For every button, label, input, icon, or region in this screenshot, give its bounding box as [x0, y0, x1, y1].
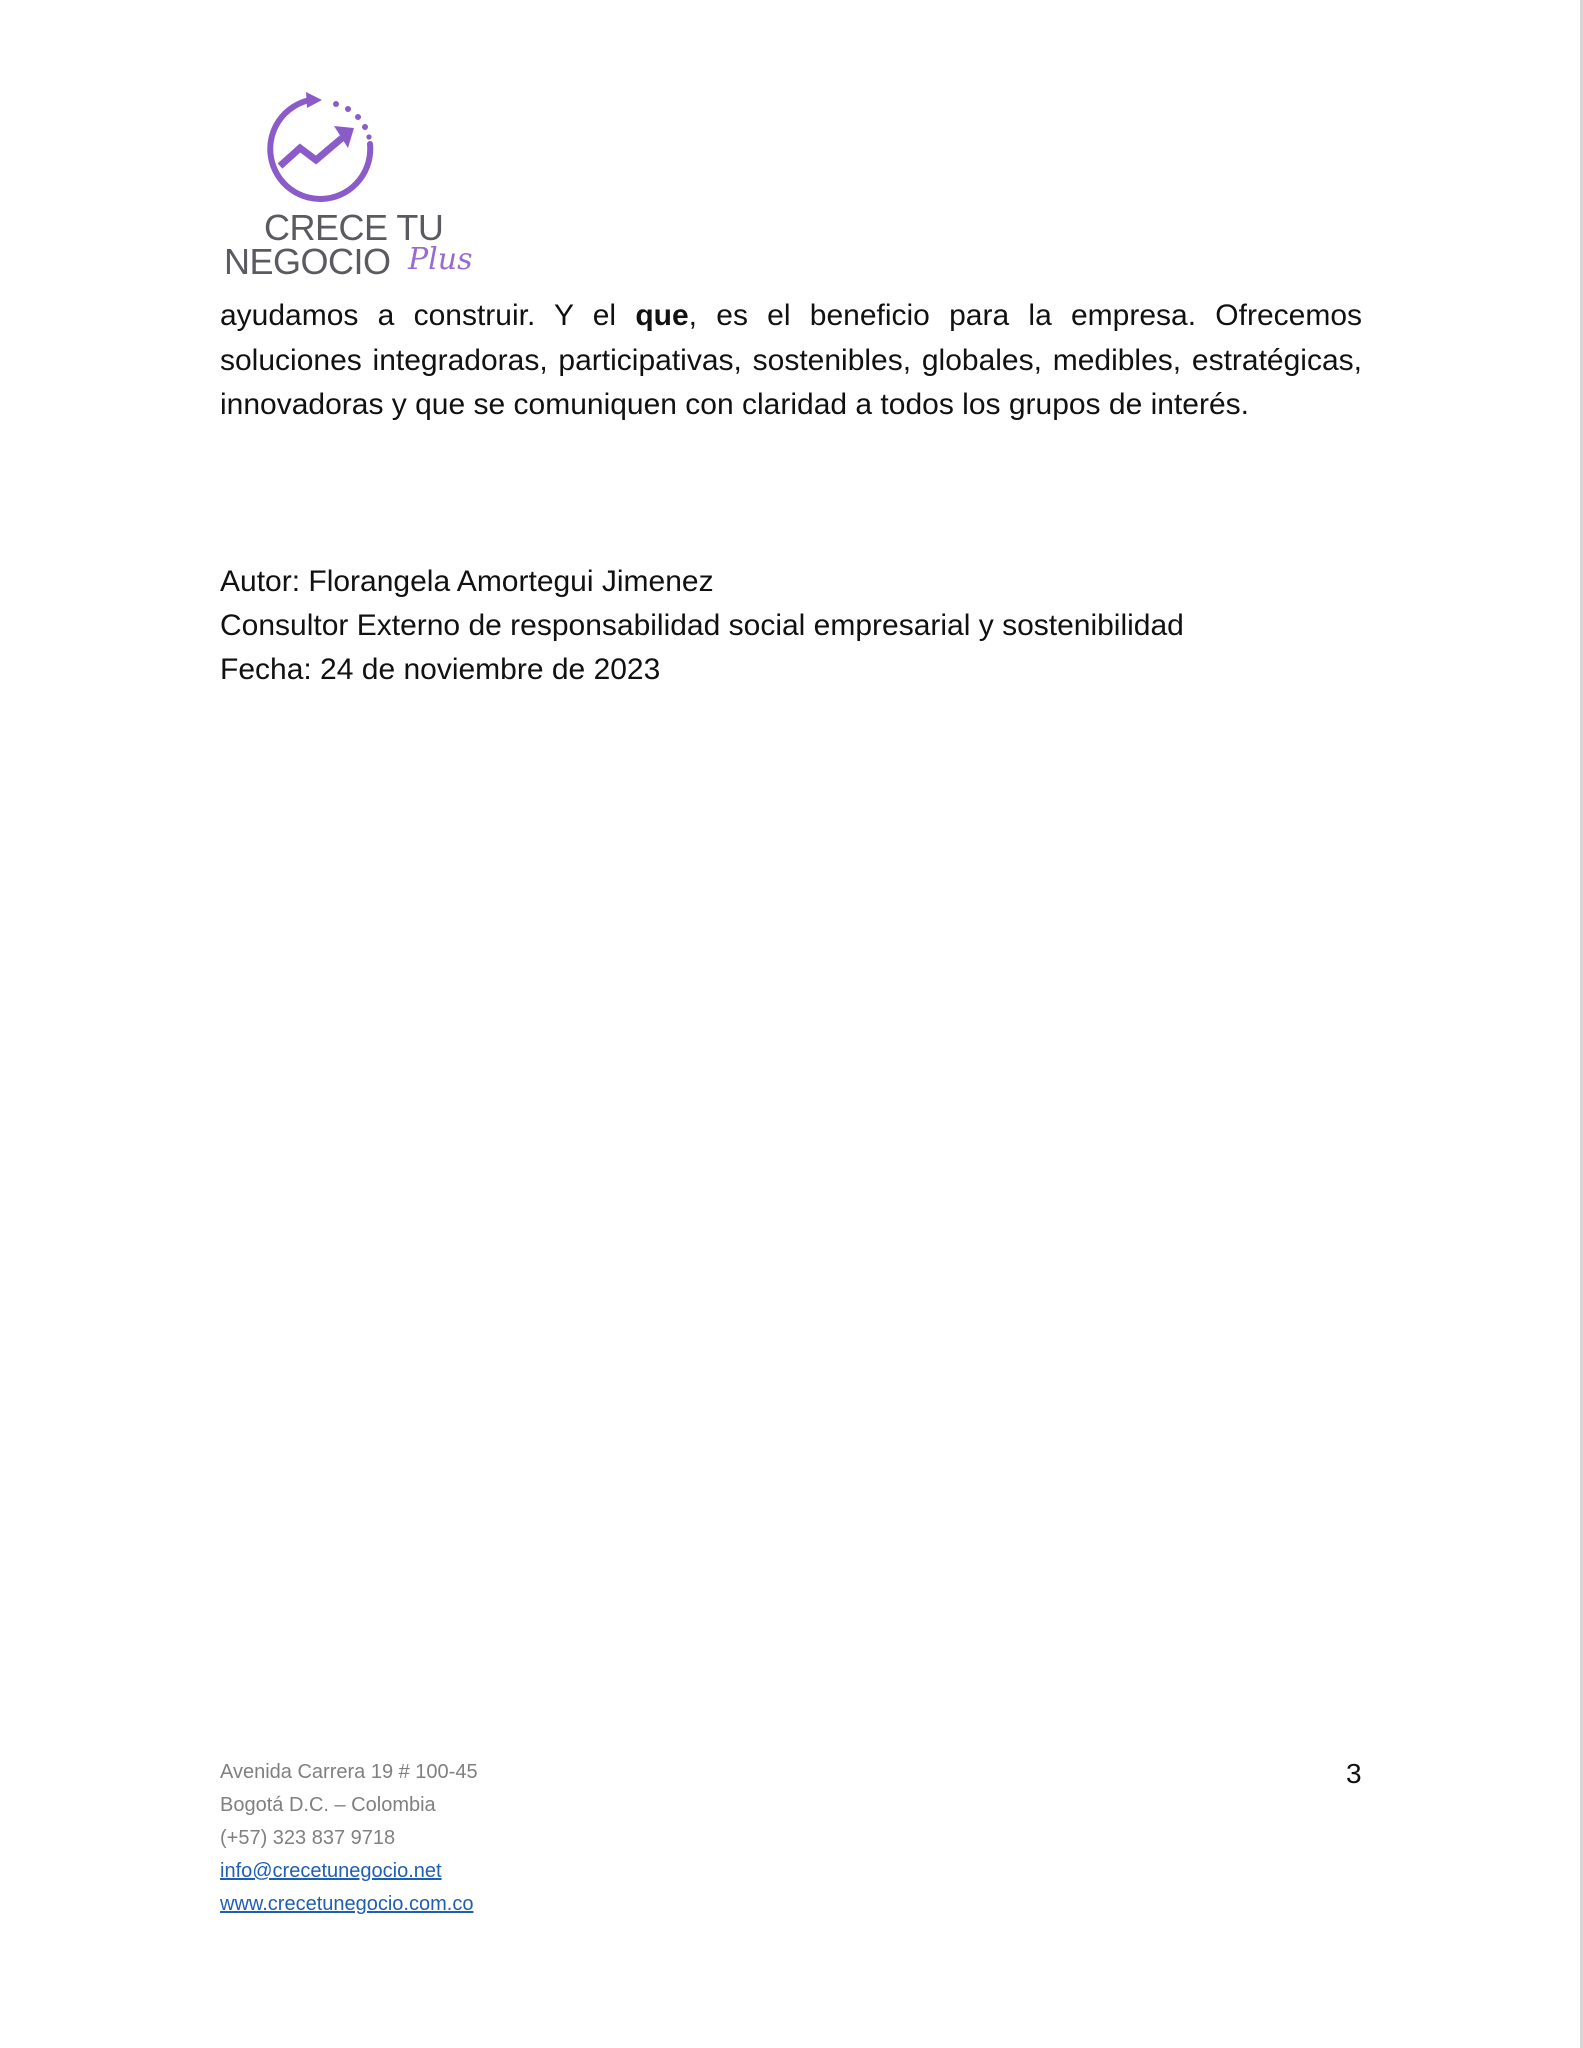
page-number: 3 [1346, 1758, 1362, 1789]
growth-arrow-circle-icon [218, 92, 468, 212]
logo-text-line2: NEGOCIO [224, 241, 391, 282]
paragraph-bold-word: que [635, 299, 689, 332]
footer-website-link[interactable]: www.crecetunegocio.com.co [220, 1893, 474, 1915]
footer-phone: (+57) 323 837 9718 [220, 1827, 396, 1849]
footer-email-link[interactable]: info@crecetunegocio.net [220, 1860, 442, 1882]
footer-address: Avenida Carrera 19 # 100-45 [220, 1761, 478, 1783]
paragraph-text-2: , es el beneficio para la empresa. Ofrecemos soluciones integradoras, participativas, sostenibles, globales, medibles, estratégicas, innovadoras y que se comuniquen con claridad a todos los grupos de interés. [220, 299, 1363, 421]
logo-text-plus: Plus [408, 242, 473, 277]
date-line: Fecha: 24 de noviembre de 2023 [220, 653, 661, 686]
company-logo [218, 92, 473, 288]
paragraph-text-1: ayudamos a construir. Y el [220, 299, 636, 332]
body-paragraph [220, 294, 1362, 428]
logo-text-line1: CRECE TU [264, 207, 444, 248]
signature-block [220, 560, 1184, 692]
page-footer [220, 1756, 478, 1921]
footer-city: Bogotá D.C. – Colombia [220, 1794, 436, 1816]
role-line: Consultor Externo de responsabilidad social empresarial y sostenibilidad [220, 609, 1184, 642]
author-line: Autor: Florangela Amortegui Jimenez [220, 565, 714, 598]
